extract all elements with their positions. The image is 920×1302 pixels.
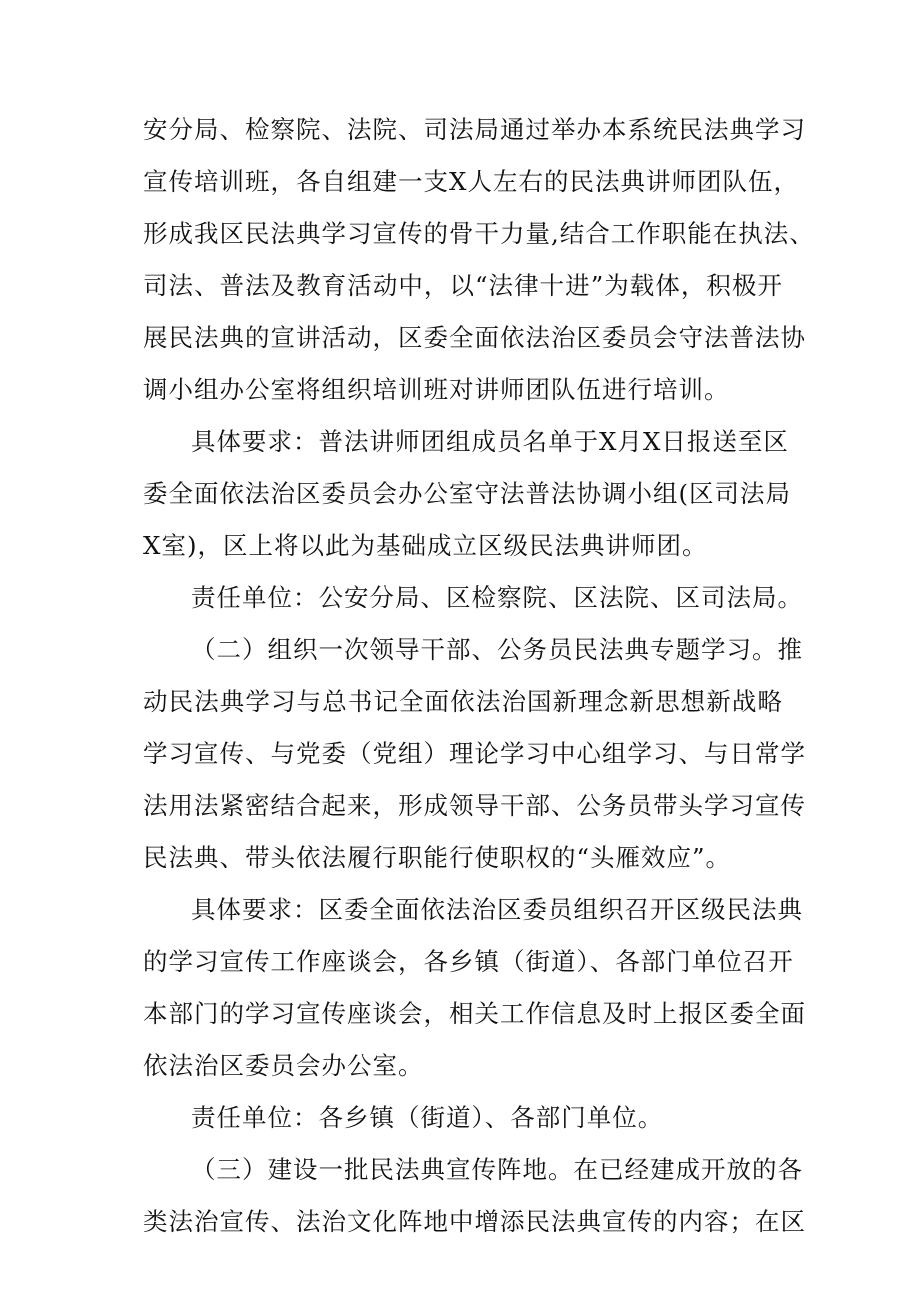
text-line: （二）组织一次领导干部、公务员民法典专题学习。推 <box>191 635 803 664</box>
text-line: 形成我区民法典学习宣传的骨干力量,结合工作职能在执法、 <box>143 219 815 248</box>
text-line: 展民法典的宣讲活动，区委全面依法治区委员会守法普法协 <box>143 323 806 352</box>
text-line: 责任单位：公安分局、区检察院、区法院、区司法局。 <box>191 583 803 612</box>
text-line: 委全面依法治区委员会办公室守法普法协调小组(区司法局 <box>143 479 792 508</box>
text-line: （三）建设一批民法典宣传阵地。在已经建成开放的各 <box>191 1155 803 1184</box>
text-line: X室)，区上将以此为基础成立区级民法典讲师团。 <box>143 531 708 560</box>
text-line: 本部门的学习宣传座谈会，相关工作信息及时上报区委全面 <box>143 999 806 1028</box>
text-line: 宣传培训班，各自组建一支X人左右的民法典讲师团队伍， <box>143 167 799 196</box>
text-line: 具体要求：区委全面依法治区委员组织召开区级民法典 <box>191 895 803 924</box>
text-line: 司法、普法及教育活动中，以“法律十进”为载体，积极开 <box>143 271 783 300</box>
text-line: 类法治宣传、法治文化阵地中增添民法典宣传的内容；在区 <box>143 1207 806 1236</box>
text-line: 依法治区委员会办公室。 <box>143 1051 424 1080</box>
text-line: 调小组办公室将组织培训班对讲师团队伍进行培训。 <box>143 375 730 404</box>
document-body <box>143 104 815 1248</box>
text-line: 具体要求：普法讲师团组成员名单于X月X日报送至区 <box>191 427 789 456</box>
text-line: 法用法紧密结合起来，形成领导干部、公务员带头学习宣传 <box>143 791 806 820</box>
text-line: 安分局、检察院、法院、司法局通过举办本系统民法典学习 <box>143 115 806 144</box>
text-line: 的学习宣传工作座谈会，各乡镇（街道）、各部门单位召开 <box>143 947 794 976</box>
text-line: 责任单位：各乡镇（街道）、各部门单位。 <box>191 1103 664 1132</box>
text-line: 学习宣传、与党委（党组）理论学习中心组学习、与日常学 <box>143 739 806 768</box>
text-line: 动民法典学习与总书记全面依法治国新理念新思想新战略 <box>143 687 783 716</box>
text-line: 民法典、带头依法履行职能行使职权的“头雁效应”。 <box>143 843 732 872</box>
